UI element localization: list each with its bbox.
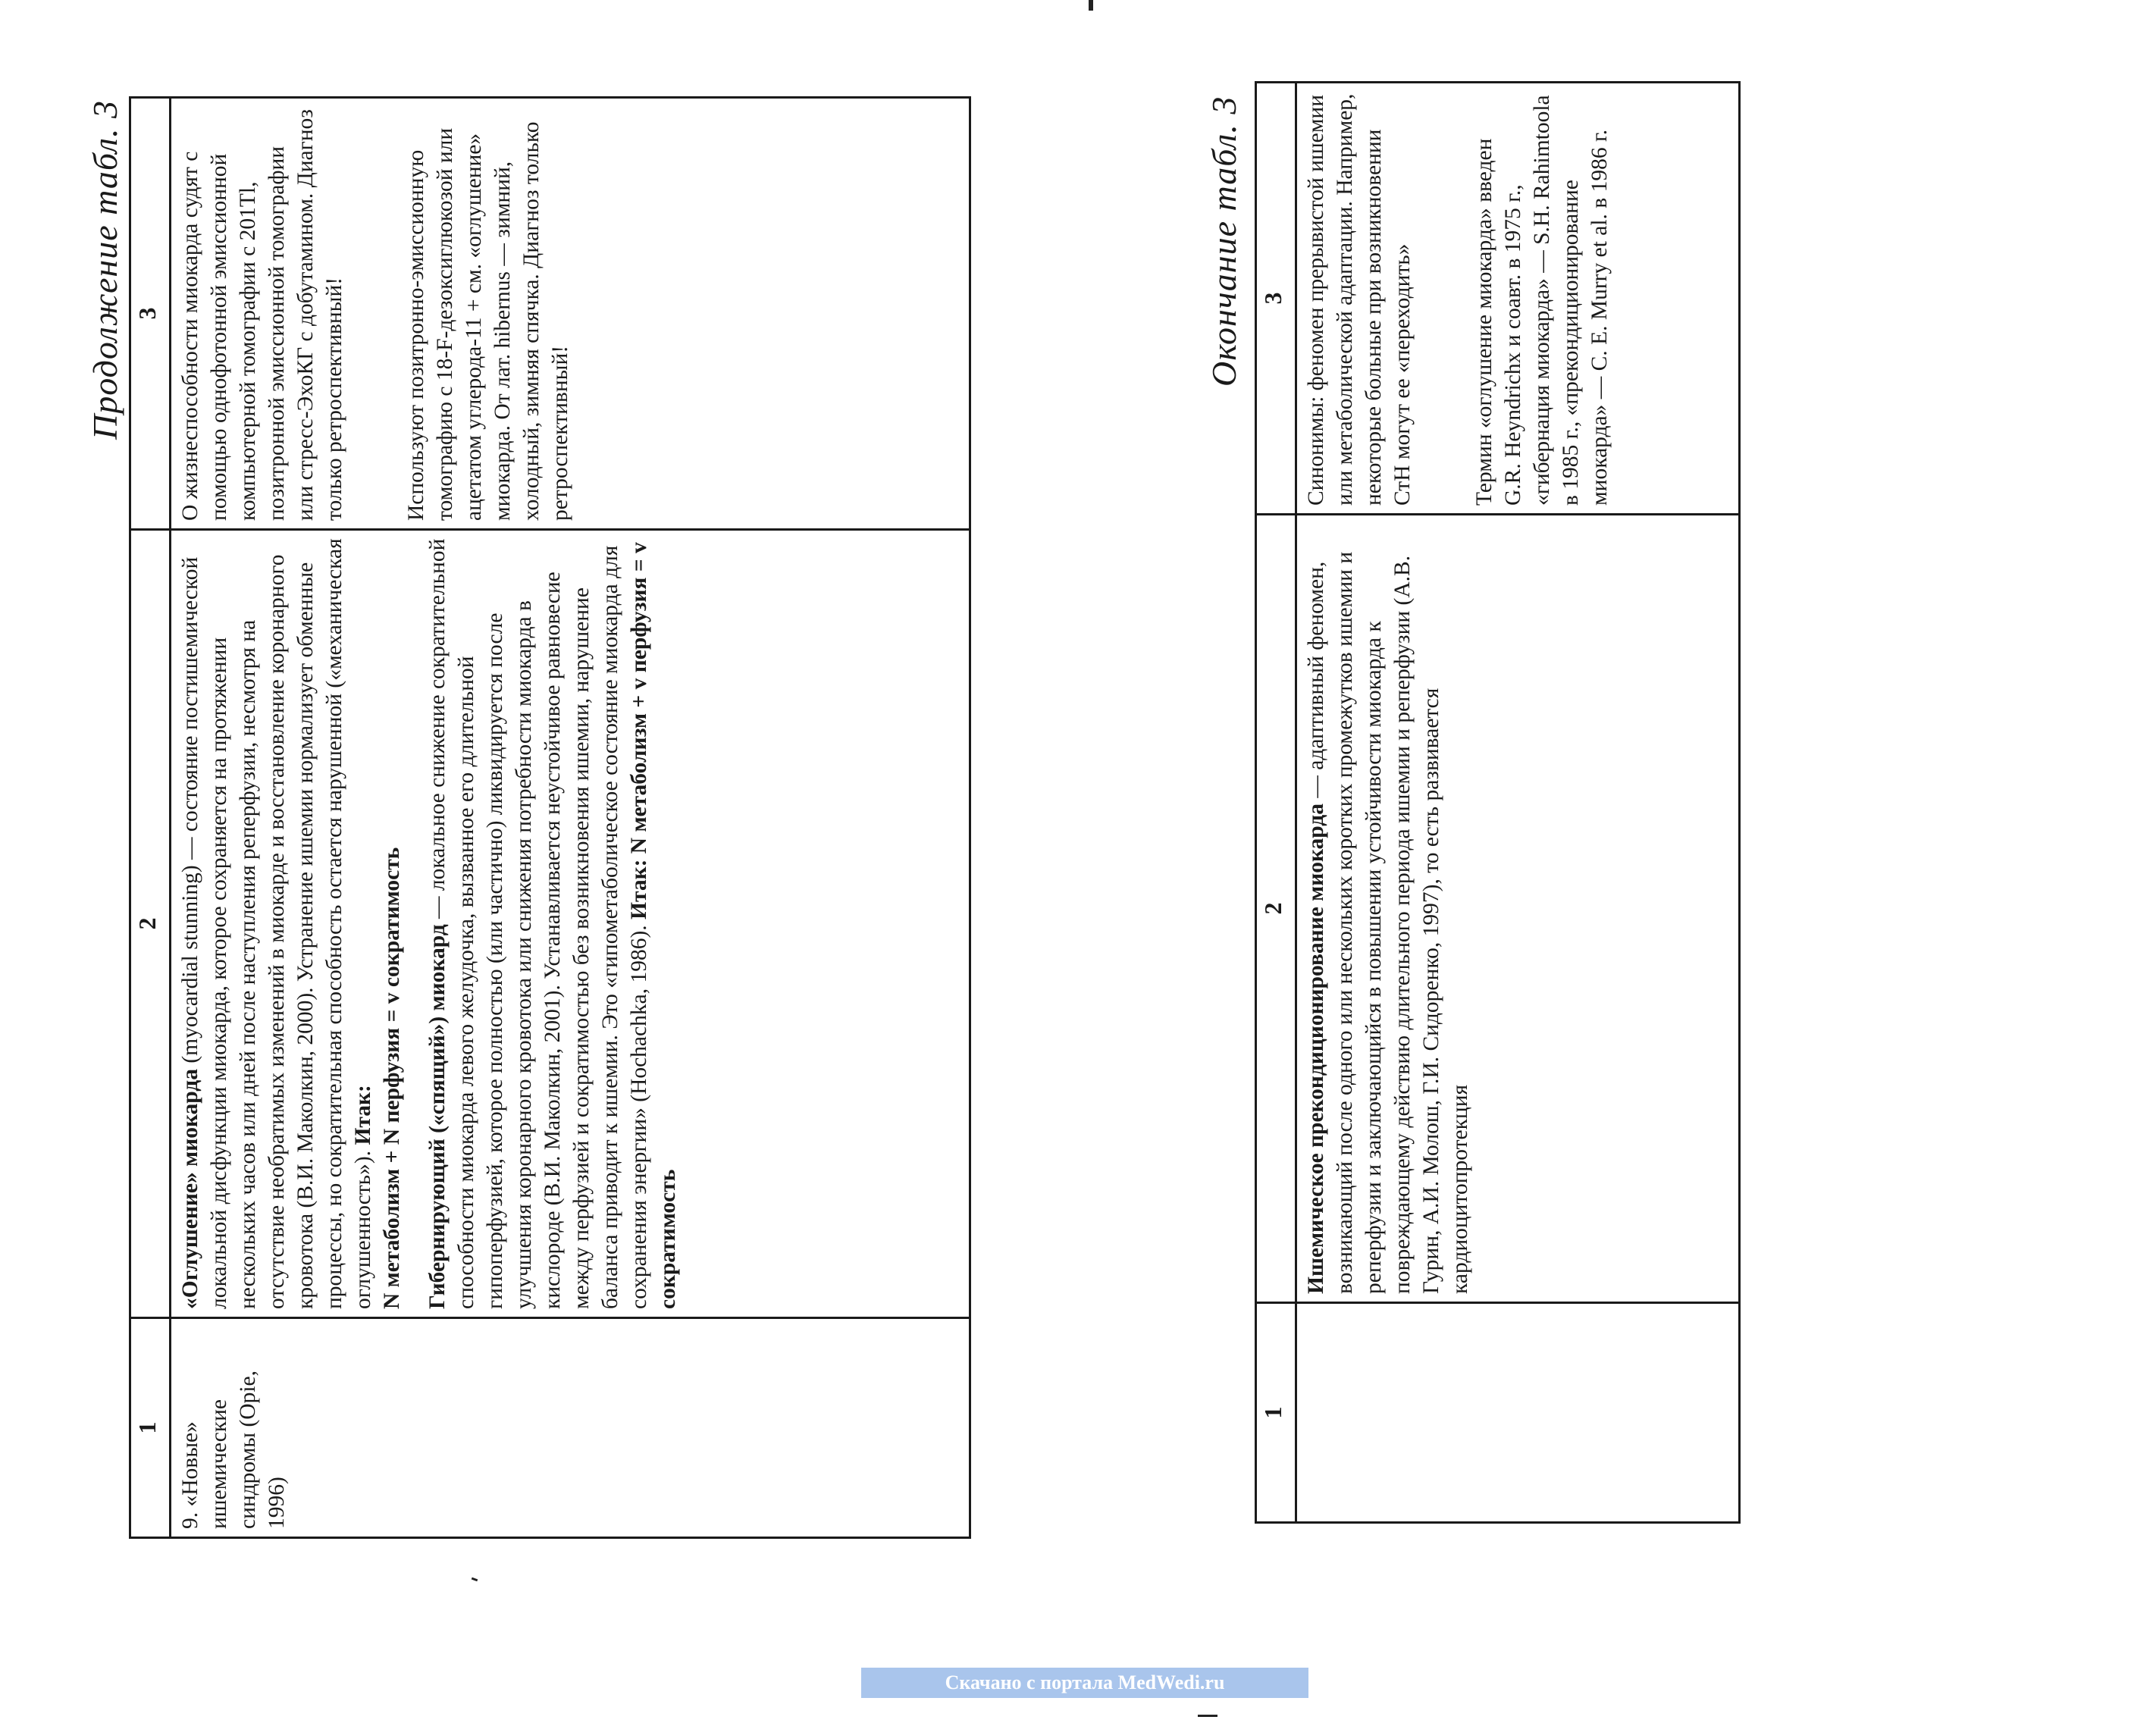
stunning-summary-label: Итак: <box>351 1085 375 1145</box>
right-header-col1: 1 <box>1256 1303 1296 1523</box>
right-header-col3: 3 <box>1256 83 1296 515</box>
left-cell-syndrome-name: 9. «Новые» ишемические синдромы (Opie, 1996) <box>171 1318 970 1538</box>
hibernation-text: — локальное снижение сократительной способности миокарда левого желудочка, вызванное его длительной гипоперфузией, которое полностью (или частично) ликвидируется после улучшения коронарного кровотока или снижения потребности миокарда в кислороде (В.И. Маколкин, 2001). Устанавливается неустойчивое равновесие между перфузией и сократимостью без возникновения ишемии, нарушение баланса приводит к ишемии. Это «гипометаболическое состояние миокарда для сохранения энергии» (Hochachka, 1986). <box>425 538 651 1309</box>
left-header-col2: 2 <box>130 530 171 1318</box>
stunning-definition <box>176 538 406 1309</box>
right-cell-empty <box>1296 1303 1740 1523</box>
left-header-col3: 3 <box>130 98 171 530</box>
hibernation-term: Гибернирующий («спящий») миокард <box>425 924 450 1309</box>
scan-speck <box>472 1577 478 1582</box>
right-cell-definition <box>1296 515 1740 1303</box>
terms-history-note: Термин «оглушение миокарда» введен G.R. Heyndrichx и соавт. в 1975 г., «гибернация миокарда» — S.H. Rahimtoola в 1985 г., «прекондиционирование миокарда» — C. E. Murry et al. в 1986 г. <box>1472 95 1612 506</box>
preconditioning-text: — адаптивный феномен, возникающий после одного или нескольких коротких промежутков ишемии и реперфузии и заключающийся в повышении устойчивости миокарда к повреждающему действию длительного периода ишемии и реперфузии (А.В. Гурин, А.И. Молош, Г.И. Сидоренко, 1997), то есть развивается кардиоцитопротекция <box>1304 551 1472 1294</box>
left-cell-diagnostics <box>171 98 970 530</box>
stunning-summary: N метаболизм + N перфузия = v сократимость <box>380 847 404 1309</box>
synonyms-note: Синонимы: феномен прерывистой ишемии или метаболической адаптации. Например, некоторые больные при возникновении СтН могут ее «переходить» <box>1304 93 1415 506</box>
preconditioning-definition <box>1302 523 1474 1294</box>
preconditioning-term: Ишемическое прекондиционирование миокарда <box>1304 804 1328 1294</box>
left-table-caption: Продолжение табл. 3 <box>86 100 124 440</box>
hibernation-summary-label: Итак: <box>627 859 651 919</box>
scan-mark-bottom <box>1198 1715 1217 1717</box>
stunning-diagnostics: О жизнеспособности миокарда судят с помощью однофотонной эмиссионной компьютерной томографии с 201Tl, позитронной эмиссионной томографии или стресс-ЭхоКГ с добутамином. Диагноз только ретроспективный! <box>178 109 346 521</box>
hibernation-definition <box>423 538 682 1309</box>
hibernation-summary: N метаболизм + v перфузия = v сократимость <box>627 542 680 1309</box>
right-cell-notes <box>1296 83 1740 515</box>
watermark-banner: Скачано с портала MedWedi.ru <box>861 1668 1308 1698</box>
stunning-text: (myocardial stunning) — состояние постишемической локальной дисфункции миокарда, которое сохраняется на протяжении нескольких часов или дней после наступления реперфузии, несмотря на отсутствие необратимых изменений в миокарде и восстановление коронарного кровотока (В.И. Маколкин, 2000). Устранение ишемии нормализует обменные процессы, но сократительная способность остается нарушенной («механическая оглушенность»). <box>178 538 375 1309</box>
left-table <box>129 99 971 1539</box>
right-table <box>1255 83 1741 1524</box>
left-header-col1: 1 <box>130 1318 171 1538</box>
right-table-caption: Окончание табл. 3 <box>1205 96 1243 387</box>
hibernation-diagnostics: Используют позитронно-эмиссионную томографию с 18-F-дезоксиглюкозой или ацетатом углерода-11 + см. «оглушение» миокарда. От лат. hibernus — зимний, холодный, зимняя спячка. Диагноз только ретроспективный! <box>404 121 572 521</box>
stunning-term: «Оглушение» миокарда <box>178 1069 202 1309</box>
scan-mark-top <box>1089 0 1093 11</box>
left-cell-definitions <box>171 530 970 1318</box>
right-header-col2: 2 <box>1256 515 1296 1303</box>
